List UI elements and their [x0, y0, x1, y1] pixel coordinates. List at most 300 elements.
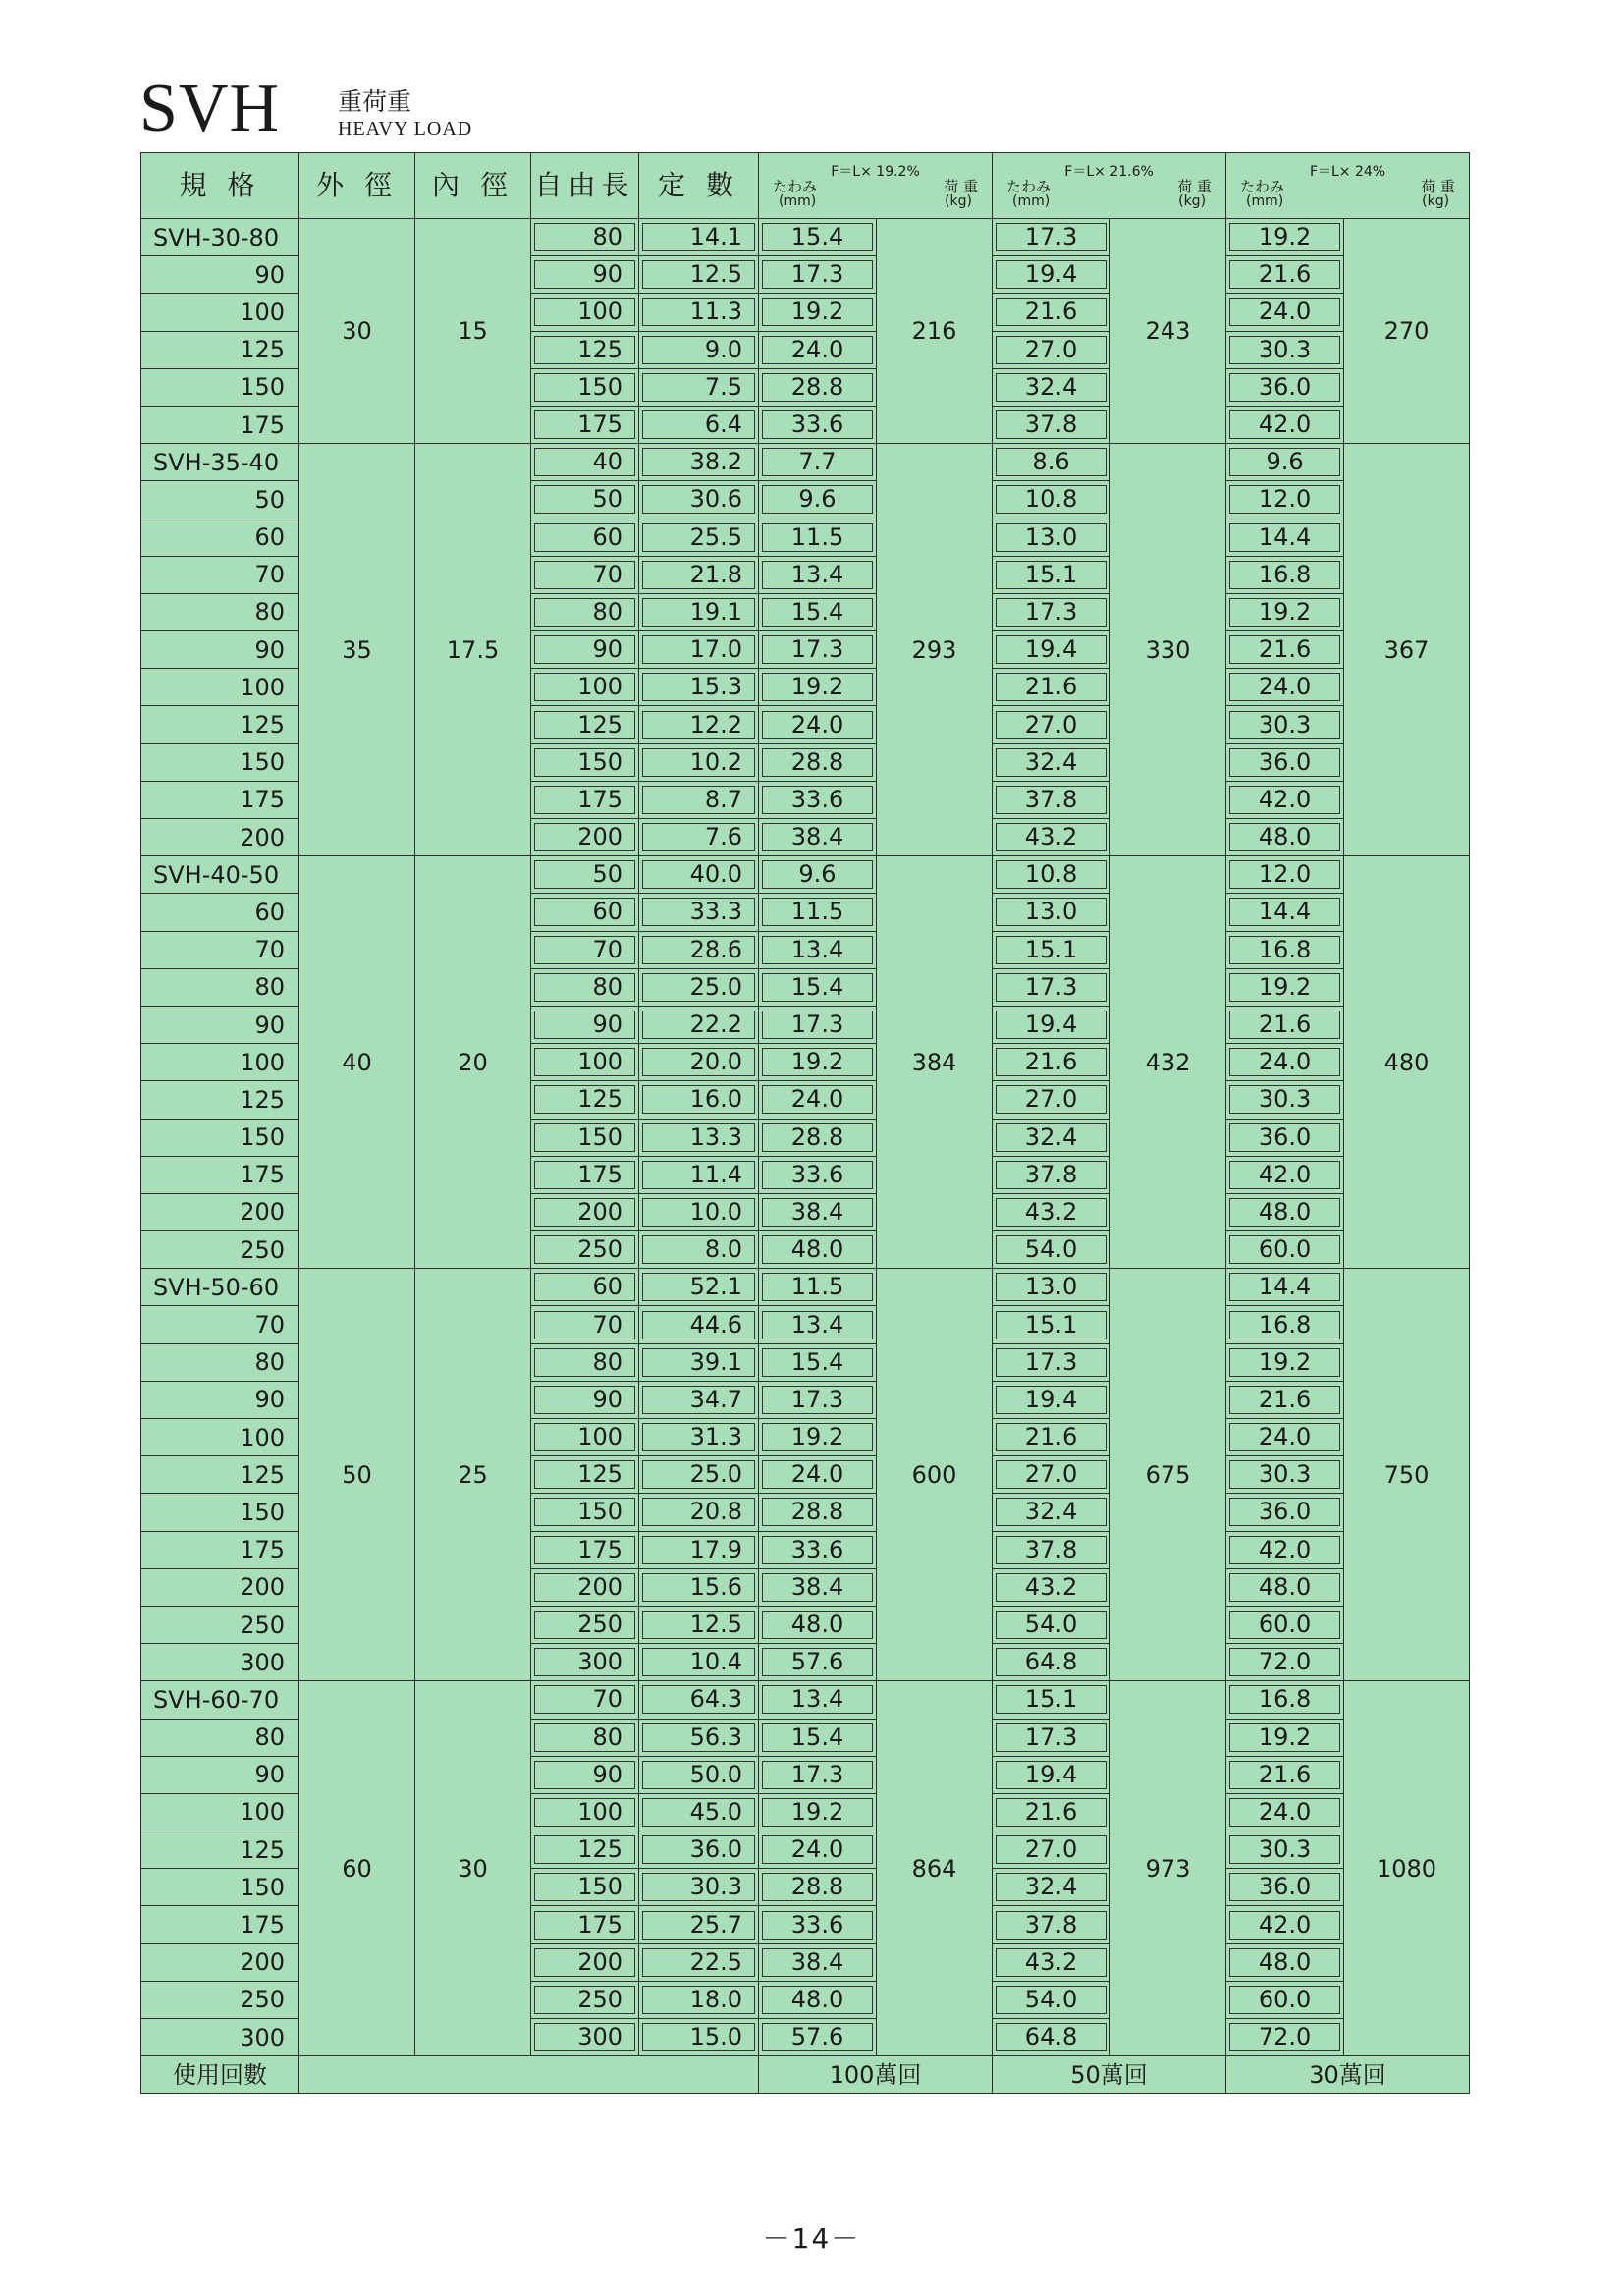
deflection-1-value: 24.0 [762, 336, 873, 364]
deflection-1-value: 33.6 [762, 1911, 873, 1940]
deflection-1-value: 38.4 [762, 1573, 873, 1602]
deflection-2-value: 27.0 [996, 336, 1107, 364]
deflection-3-value: 42.0 [1229, 1161, 1340, 1189]
spring-rate-value: 15.3 [642, 673, 755, 701]
spring-rate-value: 22.2 [642, 1011, 755, 1039]
spring-rate-value-cell [639, 1044, 759, 1081]
deflection-1-value: 33.6 [762, 786, 873, 814]
free-length-value-cell [531, 1156, 639, 1193]
deflection-3-value: 12.0 [1229, 485, 1340, 514]
spring-rate-value-cell [639, 1343, 759, 1381]
deflection-1-value-cell [759, 781, 877, 818]
free-length-value: 100 [534, 1798, 635, 1827]
deflection-1-value-cell [759, 1269, 877, 1306]
deflection-1-value: 15.4 [762, 598, 873, 627]
deflection-2-value: 15.1 [996, 561, 1107, 589]
deflection-1-value: 48.0 [762, 1611, 873, 1639]
inner-diameter-cell: 30 [415, 1681, 531, 2056]
spec-cell: 150 [141, 743, 299, 781]
deflection-2-value: 32.4 [996, 1873, 1107, 1901]
deflection-1-value: 13.4 [762, 1311, 873, 1339]
deflection-2-value: 54.0 [996, 1986, 1107, 2014]
deflection-2-value: 17.3 [996, 973, 1107, 1002]
spec-cell: 300 [141, 1644, 299, 1681]
group-2-load-label: 荷 重 [1177, 177, 1213, 195]
spec-cell: 300 [141, 2019, 299, 2056]
deflection-3-value: 30.3 [1229, 711, 1340, 739]
deflection-2-value-cell [993, 1044, 1110, 1081]
footer-cycles-2: 50萬回 [993, 2056, 1226, 2094]
deflection-2-value: 32.4 [996, 373, 1107, 402]
spring-rate-value-cell [639, 519, 759, 556]
free-length-value: 150 [534, 373, 635, 402]
spec-cell: 90 [141, 1756, 299, 1793]
deflection-1-value: 38.4 [762, 1948, 873, 1977]
deflection-3-value: 21.6 [1229, 1386, 1340, 1414]
spring-rate-value: 28.6 [642, 936, 755, 964]
deflection-1-value-cell [759, 1381, 877, 1418]
deflection-1-value-cell [759, 1943, 877, 1981]
deflection-1-value: 13.4 [762, 1685, 873, 1714]
deflection-1-value: 57.6 [762, 1648, 873, 1676]
free-length-value-cell [531, 1494, 639, 1531]
deflection-2-value-cell [993, 1906, 1110, 1943]
header-inner-diameter: 內 徑 [415, 153, 531, 219]
group-2-deflection-label: たわみ [1006, 177, 1052, 195]
deflection-3-value: 72.0 [1229, 1648, 1340, 1676]
deflection-2-value-cell [993, 219, 1110, 256]
spring-rate-value-cell [639, 968, 759, 1006]
header-row [141, 153, 1470, 219]
deflection-2-value-cell [993, 1869, 1110, 1906]
deflection-3-value: 21.6 [1229, 260, 1340, 289]
load-3-cell: 750 [1344, 1269, 1470, 1681]
deflection-1-value-cell [759, 1981, 877, 2018]
deflection-3-value-cell [1226, 856, 1344, 894]
deflection-3-value: 16.8 [1229, 561, 1340, 589]
deflection-2-value: 21.6 [996, 673, 1107, 701]
deflection-3-value: 19.2 [1229, 1723, 1340, 1752]
deflection-1-value-cell [759, 406, 877, 443]
free-length-value: 200 [534, 823, 635, 851]
deflection-2-value: 37.8 [996, 1161, 1107, 1189]
inner-diameter-cell: 25 [415, 1269, 531, 1681]
spec-cell: 70 [141, 931, 299, 968]
spec-cell: 80 [141, 593, 299, 630]
deflection-3-value: 42.0 [1229, 410, 1340, 439]
deflection-1-value-cell [759, 1081, 877, 1119]
spring-rate-value-cell [639, 1793, 759, 1831]
deflection-3-value: 12.0 [1229, 860, 1340, 889]
free-length-value-cell [531, 1644, 639, 1681]
spring-rate-value-cell [639, 368, 759, 406]
deflection-1-value: 24.0 [762, 1085, 873, 1114]
free-length-value: 80 [534, 223, 635, 251]
deflection-1-value-cell [759, 1681, 877, 1719]
spring-rate-value: 31.3 [642, 1423, 755, 1451]
table-row [141, 219, 1470, 256]
spring-rate-value-cell [639, 256, 759, 294]
deflection-2-value: 21.6 [996, 298, 1107, 326]
deflection-3-value-cell [1226, 1419, 1344, 1456]
free-length-value: 175 [534, 1911, 635, 1940]
deflection-3-value-cell [1226, 294, 1344, 331]
spring-rate-value-cell [639, 1644, 759, 1681]
deflection-2-value-cell [993, 819, 1110, 856]
spring-rate-value-cell [639, 1306, 759, 1343]
deflection-2-value: 64.8 [996, 2023, 1107, 2051]
deflection-2-value-cell [993, 781, 1110, 818]
deflection-3-value-cell [1226, 1981, 1344, 2018]
spec-cell: 80 [141, 968, 299, 1006]
spring-rate-value: 25.0 [642, 1460, 755, 1489]
group-2-mm-unit: (mm) [1012, 192, 1051, 209]
deflection-3-value-cell [1226, 1044, 1344, 1081]
spec-cell: 100 [141, 1793, 299, 1831]
free-length-value-cell [531, 1081, 639, 1119]
deflection-1-value-cell [759, 1193, 877, 1230]
spring-rate-value-cell [639, 2019, 759, 2056]
deflection-1-value: 17.3 [762, 1386, 873, 1414]
deflection-1-value-cell [759, 631, 877, 669]
deflection-3-value: 14.4 [1229, 523, 1340, 552]
deflection-3-value-cell [1226, 1193, 1344, 1230]
free-length-value-cell [531, 781, 639, 818]
free-length-value-cell [531, 1981, 639, 2018]
deflection-2-value-cell [993, 1156, 1110, 1193]
spring-rate-value-cell [639, 743, 759, 781]
deflection-3-value-cell [1226, 556, 1344, 593]
free-length-value: 90 [534, 1761, 635, 1789]
deflection-3-value: 14.4 [1229, 898, 1340, 926]
deflection-1-value: 48.0 [762, 1235, 873, 1264]
deflection-2-value: 54.0 [996, 1235, 1107, 1264]
outer-diameter-cell: 50 [299, 1269, 415, 1681]
footer-row [141, 2056, 1470, 2094]
deflection-2-value-cell [993, 1193, 1110, 1230]
deflection-3-value: 60.0 [1229, 1235, 1340, 1264]
spring-rate-value-cell [639, 1456, 759, 1494]
deflection-1-value-cell [759, 2019, 877, 2056]
title-japanese: 重荷重 [338, 87, 412, 116]
spring-rate-value-cell [639, 1906, 759, 1943]
free-length-value-cell [531, 556, 639, 593]
deflection-1-value: 19.2 [762, 673, 873, 701]
spring-rate-value-cell [639, 1756, 759, 1793]
free-length-value: 300 [534, 1648, 635, 1676]
deflection-1-value: 15.4 [762, 973, 873, 1002]
deflection-1-value-cell [759, 219, 877, 256]
deflection-1-value-cell [759, 1606, 877, 1643]
spring-rate-value: 8.0 [642, 1235, 755, 1264]
deflection-3-value-cell [1226, 2019, 1344, 2056]
spring-rate-value: 6.4 [642, 410, 755, 439]
group-3-formula: F＝L× 24% [1309, 163, 1386, 180]
deflection-2-value: 17.3 [996, 1348, 1107, 1377]
deflection-1-value-cell [759, 294, 877, 331]
free-length-value: 250 [534, 1611, 635, 1639]
spec-cell: 250 [141, 1231, 299, 1269]
spec-cell: 125 [141, 1456, 299, 1494]
deflection-2-value: 15.1 [996, 1311, 1107, 1339]
deflection-2-value-cell [993, 1793, 1110, 1831]
spring-rate-value: 21.8 [642, 561, 755, 589]
footer-cycles-1: 100萬回 [759, 2056, 993, 2094]
table-row [141, 1269, 1470, 1306]
free-length-value: 175 [534, 786, 635, 814]
group-1-deflection-label: たわみ [773, 177, 818, 195]
deflection-3-value: 21.6 [1229, 1761, 1340, 1789]
deflection-2-value-cell [993, 1231, 1110, 1269]
free-length-value: 50 [534, 860, 635, 889]
deflection-3-value-cell [1226, 1381, 1344, 1418]
spec-cell: 125 [141, 1831, 299, 1869]
spring-rate-value-cell [639, 1419, 759, 1456]
deflection-2-value-cell [993, 1006, 1110, 1043]
spec-cell: 70 [141, 1306, 299, 1343]
spec-cell: 80 [141, 1343, 299, 1381]
deflection-3-value: 48.0 [1229, 1573, 1340, 1602]
deflection-2-value-cell [993, 294, 1110, 331]
deflection-2-value: 37.8 [996, 1536, 1107, 1564]
free-length-value: 150 [534, 1498, 635, 1526]
spring-rate-value: 34.7 [642, 1386, 755, 1414]
deflection-3-value: 42.0 [1229, 1536, 1340, 1564]
free-length-value-cell [531, 1193, 639, 1230]
page-number: －14－ [762, 2222, 861, 2255]
deflection-3-value: 42.0 [1229, 786, 1340, 814]
deflection-2-value-cell [993, 1756, 1110, 1793]
deflection-1-value: 24.0 [762, 1835, 873, 1864]
spring-rate-value: 44.6 [642, 1311, 755, 1339]
spring-rate-value-cell [639, 819, 759, 856]
deflection-1-value: 11.5 [762, 523, 873, 552]
group-3-kg-unit: (kg) [1422, 192, 1450, 209]
deflection-1-value: 33.6 [762, 410, 873, 439]
free-length-value: 60 [534, 1273, 635, 1301]
free-length-value-cell [531, 1606, 639, 1643]
deflection-1-value: 28.8 [762, 1873, 873, 1901]
free-length-value: 125 [534, 336, 635, 364]
free-length-value: 150 [534, 748, 635, 777]
deflection-3-value-cell [1226, 1156, 1344, 1193]
deflection-2-value-cell [993, 519, 1110, 556]
deflection-3-value-cell [1226, 743, 1344, 781]
load-3-cell: 1080 [1344, 1681, 1470, 2056]
deflection-1-value: 19.2 [762, 1798, 873, 1827]
spring-rate-value: 39.1 [642, 1348, 755, 1377]
spec-cell: 125 [141, 331, 299, 368]
free-length-value-cell [531, 406, 639, 443]
free-length-value-cell [531, 1568, 639, 1606]
deflection-3-value: 48.0 [1229, 823, 1340, 851]
deflection-2-value: 21.6 [996, 1798, 1107, 1827]
spring-rate-value: 7.6 [642, 823, 755, 851]
deflection-2-value-cell [993, 669, 1110, 706]
deflection-2-value: 13.0 [996, 1273, 1107, 1301]
deflection-3-value: 19.2 [1229, 598, 1340, 627]
free-length-value-cell [531, 1869, 639, 1906]
deflection-3-value: 16.8 [1229, 1685, 1340, 1714]
spring-rate-value: 14.1 [642, 223, 755, 251]
deflection-1-value: 38.4 [762, 823, 873, 851]
deflection-3-value-cell [1226, 593, 1344, 630]
spring-rate-value-cell [639, 1494, 759, 1531]
spec-cell: 200 [141, 819, 299, 856]
free-length-value: 80 [534, 1723, 635, 1752]
deflection-3-value-cell [1226, 669, 1344, 706]
spring-rate-value-cell [639, 1231, 759, 1269]
deflection-1-value: 7.7 [762, 448, 873, 476]
spring-rate-value: 8.7 [642, 786, 755, 814]
deflection-3-value-cell [1226, 1719, 1344, 1756]
spring-rate-value-cell [639, 556, 759, 593]
group-3-deflection-label: たわみ [1240, 177, 1285, 195]
spring-rate-value: 25.5 [642, 523, 755, 552]
deflection-2-value-cell [993, 1681, 1110, 1719]
deflection-2-value-cell [993, 1269, 1110, 1306]
deflection-2-value: 43.2 [996, 1198, 1107, 1227]
free-length-value-cell [531, 1306, 639, 1343]
deflection-3-value: 24.0 [1229, 298, 1340, 326]
deflection-1-value-cell [759, 1156, 877, 1193]
deflection-2-value: 37.8 [996, 786, 1107, 814]
free-length-value-cell [531, 256, 639, 294]
spring-rate-value: 10.4 [642, 1648, 755, 1676]
free-length-value: 175 [534, 1161, 635, 1189]
spec-cell: 175 [141, 1906, 299, 1943]
free-length-value: 80 [534, 973, 635, 1002]
group-1-formula: F＝L× 19.2% [831, 163, 920, 180]
spring-rate-value: 15.6 [642, 1573, 755, 1602]
spring-rate-value-cell [639, 1981, 759, 2018]
deflection-3-value-cell [1226, 331, 1344, 368]
deflection-1-value-cell [759, 968, 877, 1006]
deflection-1-value: 57.6 [762, 2023, 873, 2051]
deflection-2-value-cell [993, 368, 1110, 406]
spring-rate-value: 45.0 [642, 1798, 755, 1827]
deflection-2-value: 13.0 [996, 898, 1107, 926]
deflection-1-value: 28.8 [762, 748, 873, 777]
table-row [141, 444, 1470, 481]
deflection-2-value-cell [993, 1531, 1110, 1568]
deflection-1-value-cell [759, 1343, 877, 1381]
footer-cycles-label: 使用回數 [141, 2056, 299, 2094]
deflection-1-value-cell [759, 556, 877, 593]
group-2-formula: F＝L× 21.6% [1064, 163, 1154, 180]
deflection-2-value: 17.3 [996, 223, 1107, 251]
free-length-value: 60 [534, 523, 635, 552]
deflection-1-value-cell [759, 519, 877, 556]
deflection-1-value-cell [759, 1044, 877, 1081]
spec-cell: 150 [141, 1494, 299, 1531]
deflection-2-value: 64.8 [996, 1648, 1107, 1676]
deflection-3-value-cell [1226, 1906, 1344, 1943]
deflection-2-value: 27.0 [996, 1085, 1107, 1114]
deflection-3-value-cell [1226, 1456, 1344, 1494]
spring-rate-value: 38.2 [642, 448, 755, 476]
deflection-2-value: 15.1 [996, 936, 1107, 964]
deflection-1-value-cell [759, 931, 877, 968]
free-length-value: 70 [534, 936, 635, 964]
spring-rate-value: 19.1 [642, 598, 755, 627]
deflection-1-value: 48.0 [762, 1986, 873, 2014]
spring-rate-value-cell [639, 669, 759, 706]
spring-rate-value: 12.5 [642, 260, 755, 289]
spring-rate-value: 40.0 [642, 860, 755, 889]
free-length-value: 70 [534, 1311, 635, 1339]
spring-rate-value: 33.3 [642, 898, 755, 926]
free-length-value-cell [531, 1343, 639, 1381]
free-length-value: 80 [534, 1348, 635, 1377]
spec-cell: 70 [141, 556, 299, 593]
spring-rate-value: 56.3 [642, 1723, 755, 1752]
load-1-cell: 864 [877, 1681, 993, 2056]
deflection-3-value-cell [1226, 1006, 1344, 1043]
spring-rate-value: 10.2 [642, 748, 755, 777]
free-length-value-cell [531, 968, 639, 1006]
deflection-2-value-cell [993, 743, 1110, 781]
free-length-value: 300 [534, 2023, 635, 2051]
spec-cell: 150 [141, 1869, 299, 1906]
title-english: HEAVY LOAD [338, 118, 473, 139]
free-length-value: 90 [534, 260, 635, 289]
deflection-1-value-cell [759, 1831, 877, 1869]
deflection-3-value-cell [1226, 1869, 1344, 1906]
spring-rate-value-cell [639, 1006, 759, 1043]
deflection-2-value-cell [993, 931, 1110, 968]
spring-rate-value: 30.3 [642, 1873, 755, 1901]
spring-rate-value-cell [639, 294, 759, 331]
deflection-1-value: 13.4 [762, 936, 873, 964]
inner-diameter-cell: 20 [415, 856, 531, 1269]
deflection-3-value: 36.0 [1229, 373, 1340, 402]
deflection-2-value-cell [993, 894, 1110, 931]
deflection-1-value-cell [759, 331, 877, 368]
deflection-3-value-cell [1226, 1081, 1344, 1119]
deflection-1-value: 33.6 [762, 1161, 873, 1189]
deflection-3-value-cell [1226, 219, 1344, 256]
spring-rate-value: 50.0 [642, 1761, 755, 1789]
load-1-cell: 216 [877, 219, 993, 444]
deflection-3-value-cell [1226, 1306, 1344, 1343]
deflection-2-value-cell [993, 1343, 1110, 1381]
spring-spec-table-wrapper [140, 152, 1469, 2094]
deflection-1-value-cell [759, 743, 877, 781]
header-group-2 [993, 153, 1226, 219]
deflection-2-value: 15.1 [996, 1685, 1107, 1714]
spring-rate-value-cell [639, 406, 759, 443]
free-length-value-cell [531, 856, 639, 894]
spring-rate-value-cell [639, 219, 759, 256]
deflection-2-value-cell [993, 556, 1110, 593]
deflection-1-value-cell [759, 368, 877, 406]
deflection-2-value: 54.0 [996, 1611, 1107, 1639]
outer-diameter-cell: 30 [299, 219, 415, 444]
deflection-2-value-cell [993, 481, 1110, 519]
load-3-cell: 367 [1344, 444, 1470, 856]
deflection-2-value-cell [993, 1644, 1110, 1681]
spec-cell: 60 [141, 894, 299, 931]
free-length-value-cell [531, 1906, 639, 1943]
spec-cell: 50 [141, 481, 299, 519]
deflection-1-value-cell [759, 256, 877, 294]
deflection-2-value-cell [993, 1494, 1110, 1531]
free-length-value-cell [531, 1419, 639, 1456]
deflection-2-value-cell [993, 856, 1110, 894]
free-length-value: 100 [534, 1423, 635, 1451]
deflection-3-value: 30.3 [1229, 1460, 1340, 1489]
